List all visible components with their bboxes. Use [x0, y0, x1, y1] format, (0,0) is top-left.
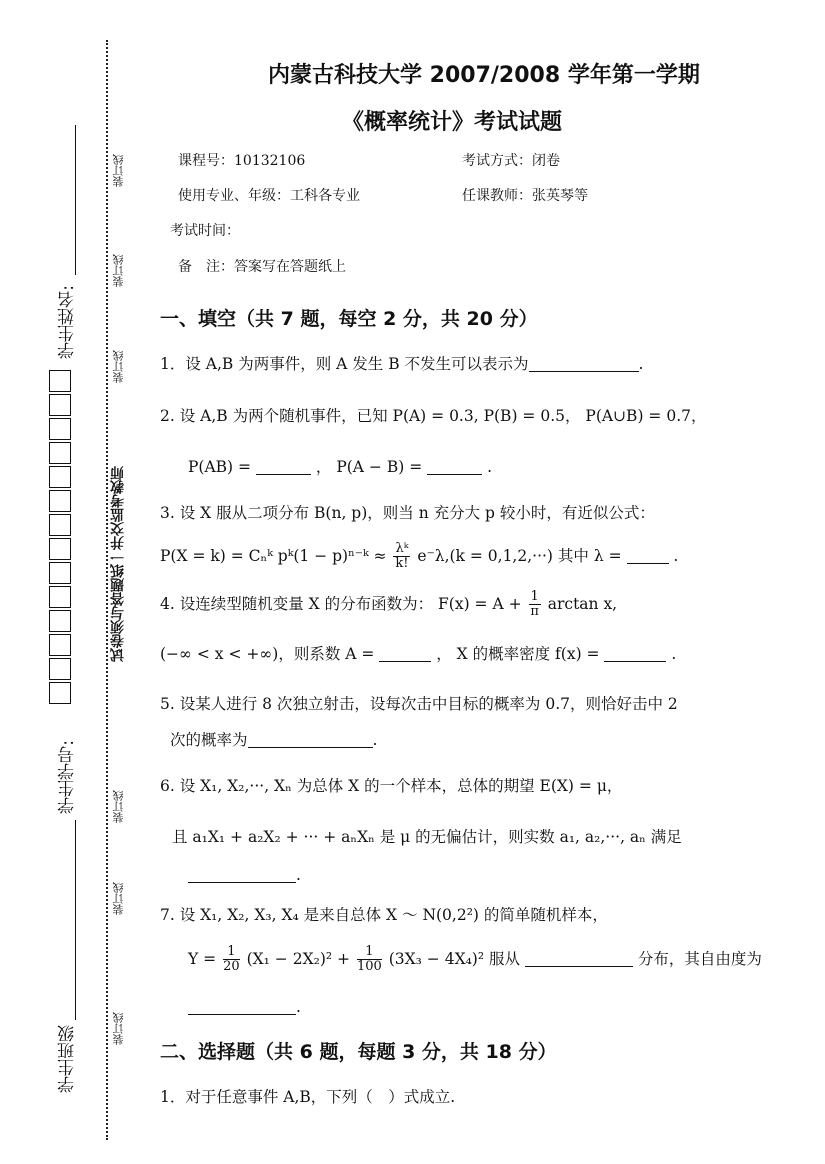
- answer-blank: [379, 646, 431, 663]
- answer-blank: [188, 867, 296, 884]
- question-1-3-formula: P(X = k) = Cₙᵏ pᵏ(1 − p)ⁿ⁻ᵏ ≈ $\frac{\text{λᵏ}}{k!}$ e⁻λ,(k = 0,1,2,···) 其中 λ = .: [160, 541, 679, 572]
- question-1-4: 4. 设连续型随机变量 X 的分布函数为： F(x) = A + $\frac{1}{\pi}$ arctan x,: [160, 589, 618, 620]
- question-2-1: 1．对于任意事件 A,B，下列（ ）式成立.: [160, 1088, 456, 1106]
- fraction: $\frac{\text{λᵏ}}{k!}$: [395, 541, 409, 572]
- teacher: 任课教师：张英琴等: [462, 188, 588, 204]
- answer-blank: [604, 646, 666, 663]
- binding-label: 装订线: [112, 1012, 125, 1045]
- exam-time: 考试时间：: [170, 223, 240, 239]
- question-1-6: 6. 设 X₁, X₂,···, Xₙ 为总体 X 的一个样本，总体的期望 E(X) = μ，: [160, 777, 623, 795]
- answer-blank: [427, 459, 482, 476]
- question-1-7: 7. 设 X₁, X₂, X₃, X₄ 是来自总体 X ～ N(0,2²) 的简单随机样本，: [160, 906, 608, 924]
- binding-label: 装订线: [112, 790, 125, 823]
- submit-notice: 试卷须与答题纸一并交监考教师: [108, 462, 128, 666]
- student-class-label: 学生班级: [58, 1025, 78, 1093]
- question-1-2-blanks: P(AB) = ， P(A − B) = .: [188, 458, 492, 476]
- student-id-boxes: [49, 370, 71, 706]
- question-1-5-blank: 次的概率为 .: [170, 731, 378, 749]
- question-1-1: 1．设 A,B 为两事件，则 A 发生 B 不发生可以表示为 .: [160, 355, 644, 373]
- section2-heading: 二、选择题（共 6 题，每题 3 分，共 18 分）: [160, 1041, 557, 1063]
- exam-title: 内蒙古科技大学 2007/2008 学年第一学期: [268, 63, 700, 88]
- exam-note: 备 注：答案写在答题纸上: [178, 259, 346, 275]
- binding-margin: [0, 0, 150, 1164]
- answer-blank: [256, 459, 311, 476]
- section1-heading: 一、填空（共 7 题，每空 2 分，共 20 分）: [160, 308, 538, 330]
- exam-subtitle: 《概率统计》考试试题: [342, 110, 563, 135]
- question-1-7-blank: .: [188, 998, 301, 1017]
- answer-blank: [627, 547, 669, 564]
- question-1-7-formula: Y = $\frac{1}{20}$ (X₁ − 2X₂)² + $\frac{1}{100}$ (3X₃ − 4X₄)² 服从 分布，其自由度为: [188, 944, 762, 975]
- binding-label: 装订线: [112, 254, 125, 287]
- answer-blank: [188, 999, 296, 1016]
- fraction: $\frac{1}{\pi}$: [530, 589, 539, 620]
- binding-label: 装订线: [112, 350, 125, 383]
- binding-label: 装订线: [112, 154, 125, 187]
- student-name-label: 学生姓名:: [58, 285, 78, 359]
- question-1-6-cont: 且 a₁X₁ + a₂X₂ + ··· + aₙXₙ 是 μ 的无偏估计，则实数 a₁, a₂,···, aₙ 满足: [172, 828, 682, 846]
- class-field-line: [75, 820, 76, 1020]
- student-id-label: 学生学号:: [58, 740, 78, 814]
- answer-blank: [248, 732, 373, 749]
- question-1-5: 5. 设某人进行 8 次独立射击，设每次击中目标的概率为 0.7，则恰好击中 2: [160, 695, 678, 713]
- question-1-3: 3. 设 X 服从二项分布 B(n, p)，则当 n 充分大 p 较小时，有近似公式：: [160, 504, 655, 522]
- name-field-line: [75, 125, 76, 275]
- course-number: 课程号：10132106: [178, 153, 306, 169]
- question-1-4-blanks: (−∞ < x < +∞)，则系数 A = ， X 的概率密度 f(x) = .: [160, 645, 677, 663]
- question-1-6-blank: .: [188, 866, 301, 885]
- exam-mode: 考试方式：闭卷: [462, 153, 560, 169]
- binding-label: 装订线: [112, 882, 125, 915]
- answer-blank: [529, 356, 639, 373]
- major: 使用专业、年级：工科各专业: [178, 188, 360, 204]
- answer-blank: [525, 950, 633, 967]
- question-1-2: 2. 设 A,B 为两个随机事件，已知 P(A) = 0.3, P(B) = 0.5， P(A∪B) = 0.7，: [160, 407, 707, 425]
- fraction: $\frac{1}{20}$: [223, 944, 240, 975]
- fraction: $\frac{1}{100}$: [356, 944, 382, 975]
